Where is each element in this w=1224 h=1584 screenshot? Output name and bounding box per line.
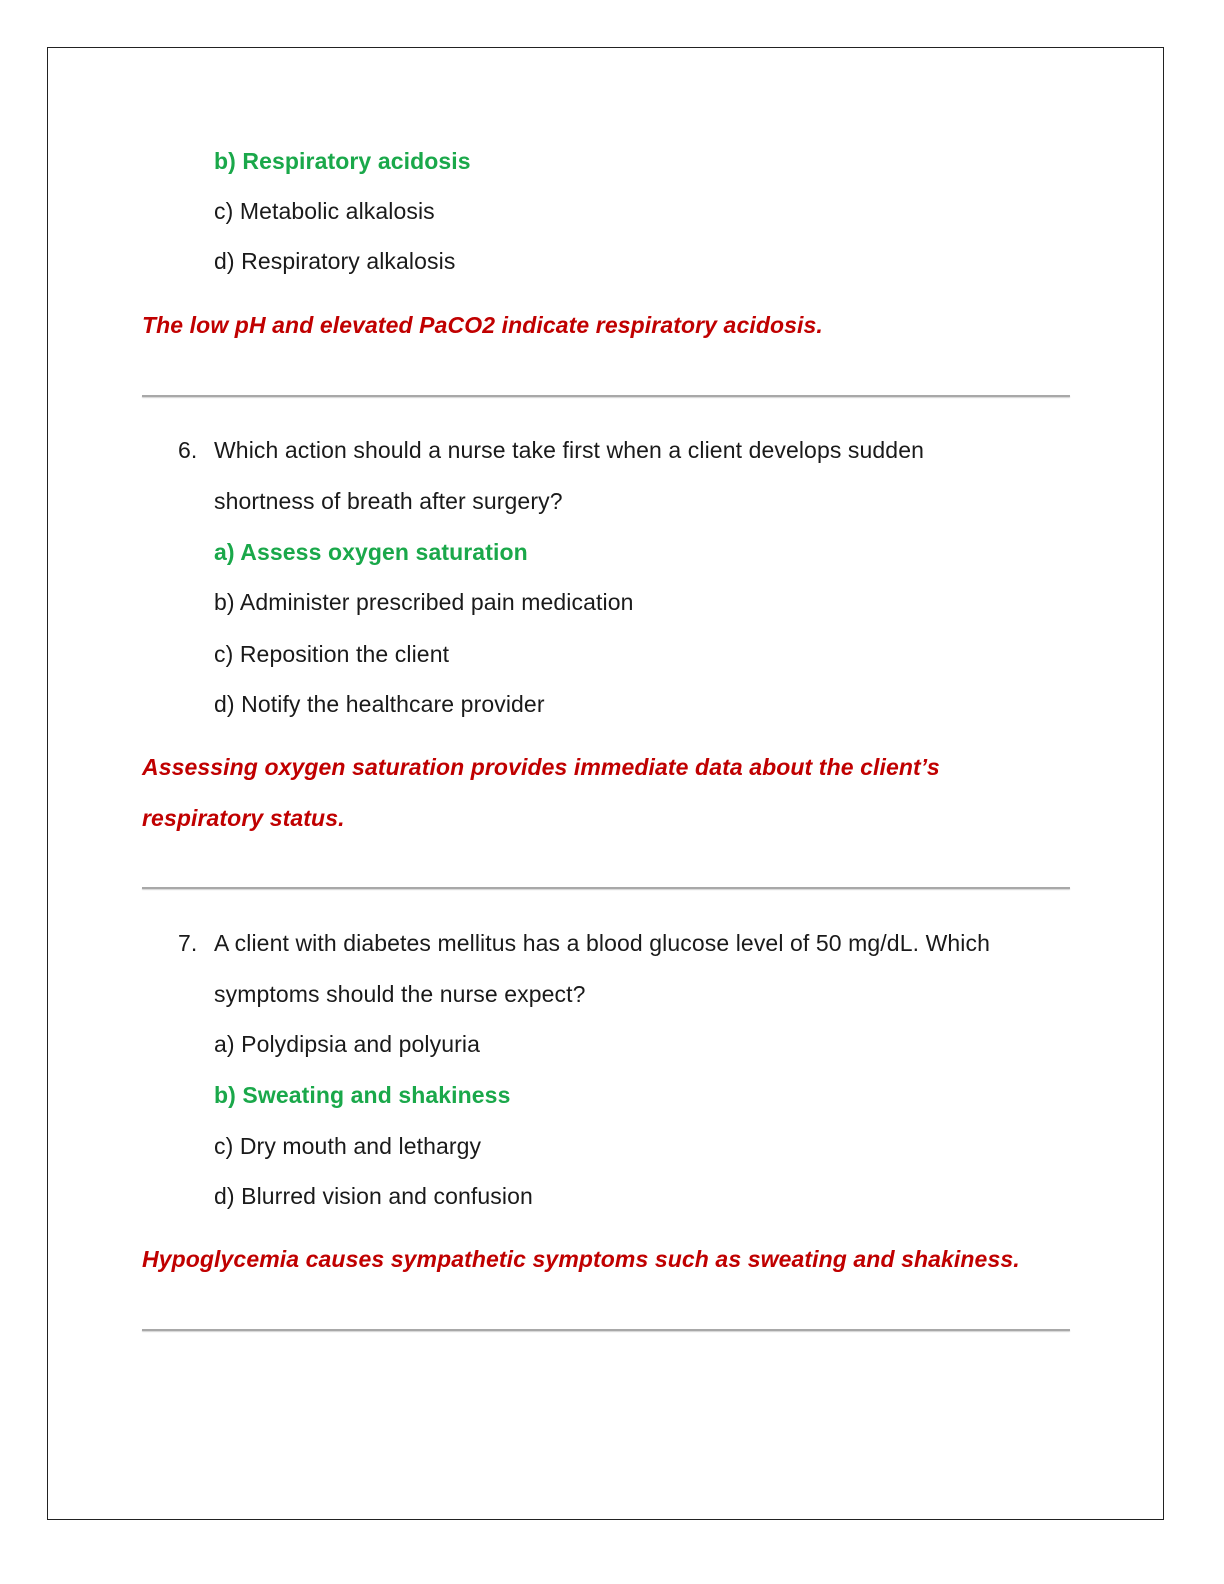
question-text-7-line-2: symptoms should the nurse expect? bbox=[214, 981, 586, 1007]
option-6a-correct: a) Assess oxygen saturation bbox=[214, 539, 528, 565]
question-text-6-line-2: shortness of breath after surgery? bbox=[214, 488, 563, 514]
option-7a: a) Polydipsia and polyuria bbox=[214, 1031, 480, 1057]
question-text-7-line-1: A client with diabetes mellitus has a blood glucose level of 50 mg/dL. Which bbox=[214, 930, 990, 956]
rationale-6-line-2: respiratory status. bbox=[142, 805, 345, 831]
option-5d: d) Respiratory alkalosis bbox=[214, 248, 456, 274]
option-7c: c) Dry mouth and lethargy bbox=[214, 1133, 482, 1159]
rationale-5: The low pH and elevated PaCO2 indicate respiratory acidosis. bbox=[142, 312, 823, 338]
rationale-6-line-1: Assessing oxygen saturation provides immediate data about the client’s bbox=[142, 754, 940, 780]
option-5b-correct: b) Respiratory acidosis bbox=[214, 148, 471, 174]
option-6c: c) Reposition the client bbox=[214, 641, 450, 667]
divider-1 bbox=[142, 395, 1070, 397]
question-number-7: 7. bbox=[178, 930, 198, 956]
option-7d: d) Blurred vision and confusion bbox=[214, 1183, 533, 1209]
option-5c: c) Metabolic alkalosis bbox=[214, 198, 435, 224]
divider-3 bbox=[142, 1329, 1070, 1331]
option-7b-correct: b) Sweating and shakiness bbox=[214, 1082, 511, 1108]
question-number-6: 6. bbox=[178, 437, 198, 463]
option-6b: b) Administer prescribed pain medication bbox=[214, 589, 634, 615]
rationale-7: Hypoglycemia causes sympathetic symptoms such as sweating and shakiness. bbox=[142, 1246, 1020, 1272]
question-text-6-line-1: Which action should a nurse take first when a client develops sudden bbox=[214, 437, 924, 463]
option-6d: d) Notify the healthcare provider bbox=[214, 691, 545, 717]
divider-2 bbox=[142, 887, 1070, 889]
